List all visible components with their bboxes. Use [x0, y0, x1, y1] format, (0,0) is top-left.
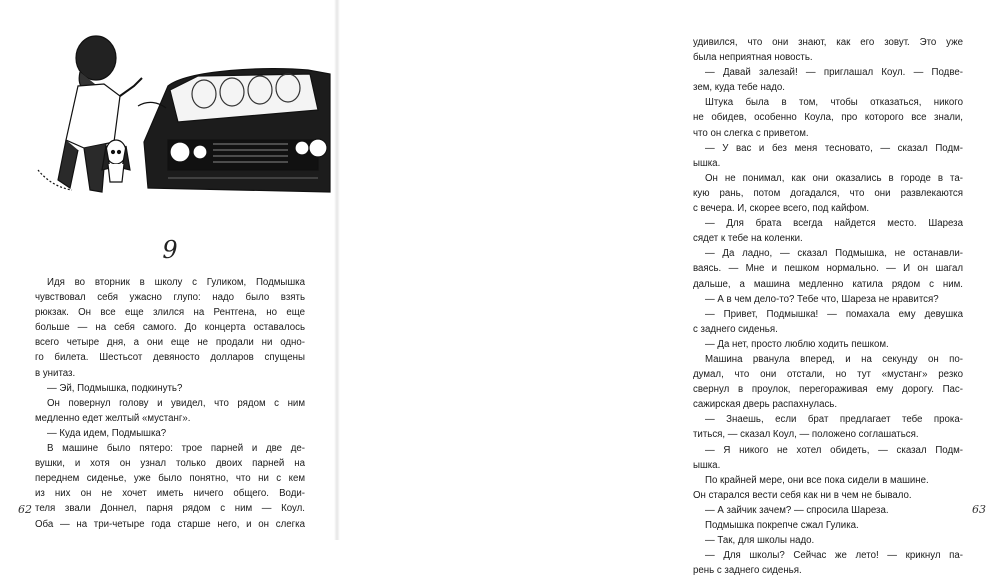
- dog-figure: [102, 140, 130, 182]
- text-line: с вечера. И, скорее всего, под кайфом.: [693, 203, 870, 215]
- chapter-number: 9: [162, 236, 178, 264]
- text-line: чувствовал себя ужасно глупо: надо было взять: [35, 292, 305, 304]
- text-line: вушки, и хотя он узнал только двоих парней на: [35, 458, 305, 470]
- text-line: Оба — на три-четыре года старше него, и он слегка: [35, 518, 305, 530]
- text-line: Штука была в том, чтобы отказаться, никого: [705, 97, 963, 109]
- chapter-illustration: [18, 30, 330, 200]
- text-line: — Куда идем, Подмышка?: [47, 427, 167, 439]
- text-line: не обидев, особенно Коула, про которого все знали,: [693, 112, 963, 124]
- text-line: думал, что они отстали, но тут «мустанг» резко: [693, 369, 963, 381]
- car-figure: [138, 69, 330, 192]
- text-line: — А зайчик зачем? — спросила Шареза.: [705, 504, 889, 516]
- text-line: удивился, что они знают, как его зовут. Это уже: [693, 37, 963, 48]
- text-line: — Для школы? Сейчас же лето! — крикнул па-: [705, 550, 963, 562]
- right-page: [338, 0, 986, 577]
- text-line: кую рань, потом догадался, что они развлекаются: [693, 187, 963, 199]
- text-line: что он слегка с приветом.: [693, 127, 809, 139]
- text-line: из них он не хочет иметь ничего общего. Води-: [35, 488, 305, 500]
- text-line: Машина рванула вперед, и на секунду он по-: [705, 353, 963, 365]
- text-line: — Да ладно, — сказал Подмышка, не останавли-: [705, 248, 963, 260]
- text-line: — Я никого не хотел обидеть, — сказал Подм-: [705, 444, 963, 456]
- text-line: Подмышка покрепче сжал Гулика.: [705, 520, 859, 531]
- text-line: дальше, а машина медленно катила рядом с ним.: [693, 278, 963, 290]
- text-line: медленно едет желтый «мустанг».: [35, 412, 191, 424]
- page-number-right: 63: [972, 503, 986, 516]
- text-line: рюкзак. Он все еще злился на Рентгена, но еще: [35, 307, 305, 319]
- text-line: Он старался вести себя как ни в чем не бывало.: [693, 489, 912, 501]
- text-line: Идя во вторник в школу с Гуликом, Подмышка: [47, 277, 305, 288]
- text-line: ышка.: [693, 459, 721, 471]
- text-line: в унитаз.: [35, 367, 76, 379]
- text-line: рень с заднего сиденья.: [693, 565, 802, 577]
- text-line: — Эй, Подмышка, подкинуть?: [47, 382, 183, 394]
- page-number-left: 62: [18, 503, 32, 516]
- text-line: была неприятная новость.: [693, 52, 813, 64]
- text-line: — Да нет, просто люблю ходить пешком.: [705, 338, 889, 350]
- text-line: В машине было пятеро: трое парней и две де-: [47, 443, 305, 455]
- left-page-text: [35, 275, 305, 532]
- text-line: — Знаешь, если брат предлагает тебе прока-: [705, 414, 963, 426]
- text-line: ваясь. — Мне и пешком нормально. — И он шагал: [693, 263, 963, 275]
- text-line: переднем сиденье, уже было понятно, что ни с кем: [35, 473, 305, 485]
- left-page: [0, 0, 337, 540]
- text-line: теля звали Доннел, парня рядом с ним — Коул.: [35, 503, 305, 515]
- text-line: — Так, для школы надо.: [705, 535, 815, 547]
- text-line: — Для брата всегда найдется место. Шареза: [705, 218, 963, 230]
- text-line: зем, куда тебе надо.: [693, 82, 785, 94]
- text-line: титься, — сказал Коул, — положено соглашаться.: [693, 429, 919, 441]
- text-line: — А в чем дело-то? Тебе что, Шареза не нравится?: [705, 293, 939, 305]
- right-page-text: [693, 35, 963, 578]
- text-line: Он повернул голову и увидел, что рядом с ним: [47, 397, 305, 409]
- text-line: Он не понимал, как они оказались в городе в та-: [705, 172, 963, 184]
- text-line: всего четыре дня, а они еще не продали ни одно-: [35, 337, 305, 349]
- text-line: — Давай залезай! — приглашал Коул. — Подве-: [705, 67, 963, 79]
- text-line: больше — на себя самого. До концерта оставалось: [35, 322, 305, 334]
- text-line: сажирская дверь распахнулась.: [693, 399, 838, 411]
- text-line: с заднего сиденья.: [693, 323, 778, 335]
- text-line: — Привет, Подмышка! — помахала ему девушка: [705, 308, 963, 320]
- text-line: сядет к тебе на коленки.: [693, 233, 803, 245]
- text-line: свернул в проулок, перегораживая ему дорогу. Пас-: [693, 384, 963, 396]
- text-line: По крайней мере, они все пока сидели в машине.: [705, 474, 929, 486]
- text-line: ышка.: [693, 157, 721, 169]
- text-line: — У вас и без меня тесновато, — сказал Подм-: [705, 142, 963, 154]
- text-line: го билета. Шестьсот девяносто долларов спущены: [35, 352, 305, 364]
